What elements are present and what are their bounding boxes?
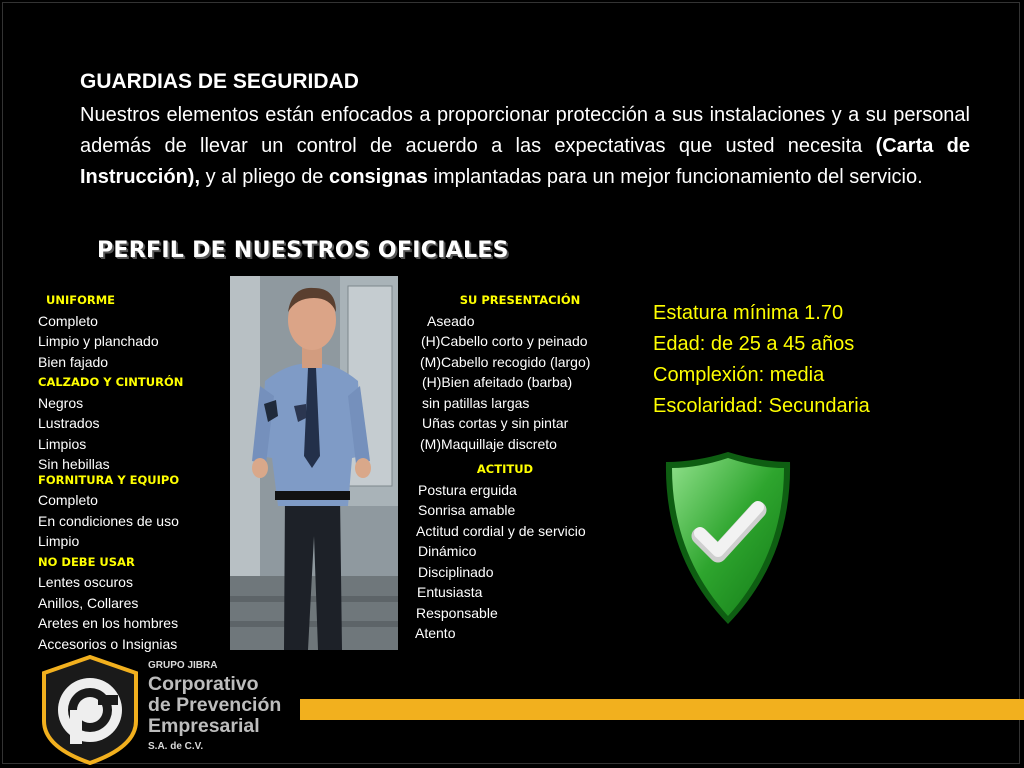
list-item: Postura erguida bbox=[418, 481, 517, 498]
brand-line: de Prevención bbox=[148, 694, 282, 716]
spec-build: Complexión: media bbox=[653, 364, 825, 386]
page-title: GUARDIAS DE SEGURIDAD bbox=[80, 70, 359, 93]
list-item: sin patillas largas bbox=[422, 394, 530, 411]
section-header-fornitura: FORNITURA Y EQUIPO bbox=[38, 472, 180, 487]
profile-left-column bbox=[38, 290, 238, 654]
list-item: (M)Cabello recogido (largo) bbox=[420, 353, 591, 370]
list-item: Lentes oscuros bbox=[38, 574, 133, 590]
brand-group: GRUPO JIBRA bbox=[148, 660, 218, 671]
list-item: Completo bbox=[38, 492, 98, 508]
list-item: Atento bbox=[415, 625, 456, 641]
list-item: Dinámico bbox=[418, 543, 477, 559]
section-header-presentacion: SU PRESENTACIÓN bbox=[459, 293, 581, 307]
list-item: Responsable bbox=[416, 604, 498, 621]
intro-text: implantadas para un mejor funcionamiento del servicio. bbox=[427, 166, 923, 188]
list-item: Limpios bbox=[38, 435, 87, 452]
section-title: PERFIL DE NUESTROS OFICIALES bbox=[97, 238, 509, 263]
list-item: En condiciones de uso bbox=[38, 512, 179, 529]
list-item: (H)Cabello corto y peinado bbox=[421, 333, 588, 349]
list-item: Limpio y planchado bbox=[38, 333, 159, 349]
intro-text: Nuestros elementos están enfocados a proporcionar protección a sus instalaciones y a su personal además de llevar un control de acuerdo a las expectativas que usted necesita bbox=[80, 104, 970, 157]
company-logo-icon bbox=[40, 655, 140, 765]
list-item: (M)Maquillaje discreto bbox=[420, 435, 557, 452]
list-item: Limpio bbox=[38, 533, 80, 549]
section-header-actitud: ACTITUD bbox=[476, 462, 534, 476]
list-item: Entusiasta bbox=[417, 584, 483, 600]
section-header-uniforme: UNIFORME bbox=[46, 293, 116, 307]
brand-line: Empresarial bbox=[148, 715, 260, 737]
intro-paragraph bbox=[80, 100, 970, 193]
list-item: Uñas cortas y sin pintar bbox=[422, 415, 569, 431]
brand-suffix: S.A. de C.V. bbox=[148, 741, 204, 752]
list-item: Disciplinado bbox=[418, 563, 494, 580]
list-item: Sin hebillas bbox=[38, 456, 110, 472]
guard-illustration bbox=[230, 276, 398, 650]
list-item: Lustrados bbox=[38, 415, 100, 431]
intro-bold-consignas: consignas bbox=[329, 166, 428, 188]
profile-middle-column bbox=[415, 290, 625, 644]
list-item: Actitud cordial y de servicio bbox=[416, 522, 586, 539]
list-item: (H)Bien afeitado (barba) bbox=[422, 374, 573, 390]
list-item: Aretes en los hombres bbox=[38, 615, 179, 631]
list-item: Bien fajado bbox=[38, 353, 109, 370]
list-item: Aseado bbox=[427, 312, 475, 329]
brand-line: Corporativo bbox=[148, 673, 259, 695]
list-item: Accesorios o Insignias bbox=[38, 635, 178, 652]
list-item: Negros bbox=[38, 394, 84, 411]
intro-text: y al pliego de bbox=[200, 166, 329, 188]
spec-height: Estatura mínima 1.70 bbox=[653, 302, 844, 324]
section-header-calzado: CALZADO Y CINTURÓN bbox=[38, 375, 184, 389]
list-item: Sonrisa amable bbox=[418, 502, 516, 518]
spec-education: Escolaridad: Secundaria bbox=[653, 395, 870, 417]
footer-bar bbox=[300, 699, 1024, 720]
section-header-no-debe-usar: NO DEBE USAR bbox=[38, 554, 135, 569]
shield-check-icon bbox=[660, 448, 796, 628]
spec-age: Edad: de 25 a 45 años bbox=[653, 333, 855, 355]
brand-name bbox=[148, 674, 281, 737]
intro-bold-carta: (Carta de Instrucción), bbox=[80, 135, 970, 188]
security-guard-photo bbox=[230, 276, 398, 650]
list-item: Anillos, Collares bbox=[38, 594, 139, 611]
list-item: Completo bbox=[38, 312, 98, 329]
officer-specs bbox=[653, 298, 870, 422]
